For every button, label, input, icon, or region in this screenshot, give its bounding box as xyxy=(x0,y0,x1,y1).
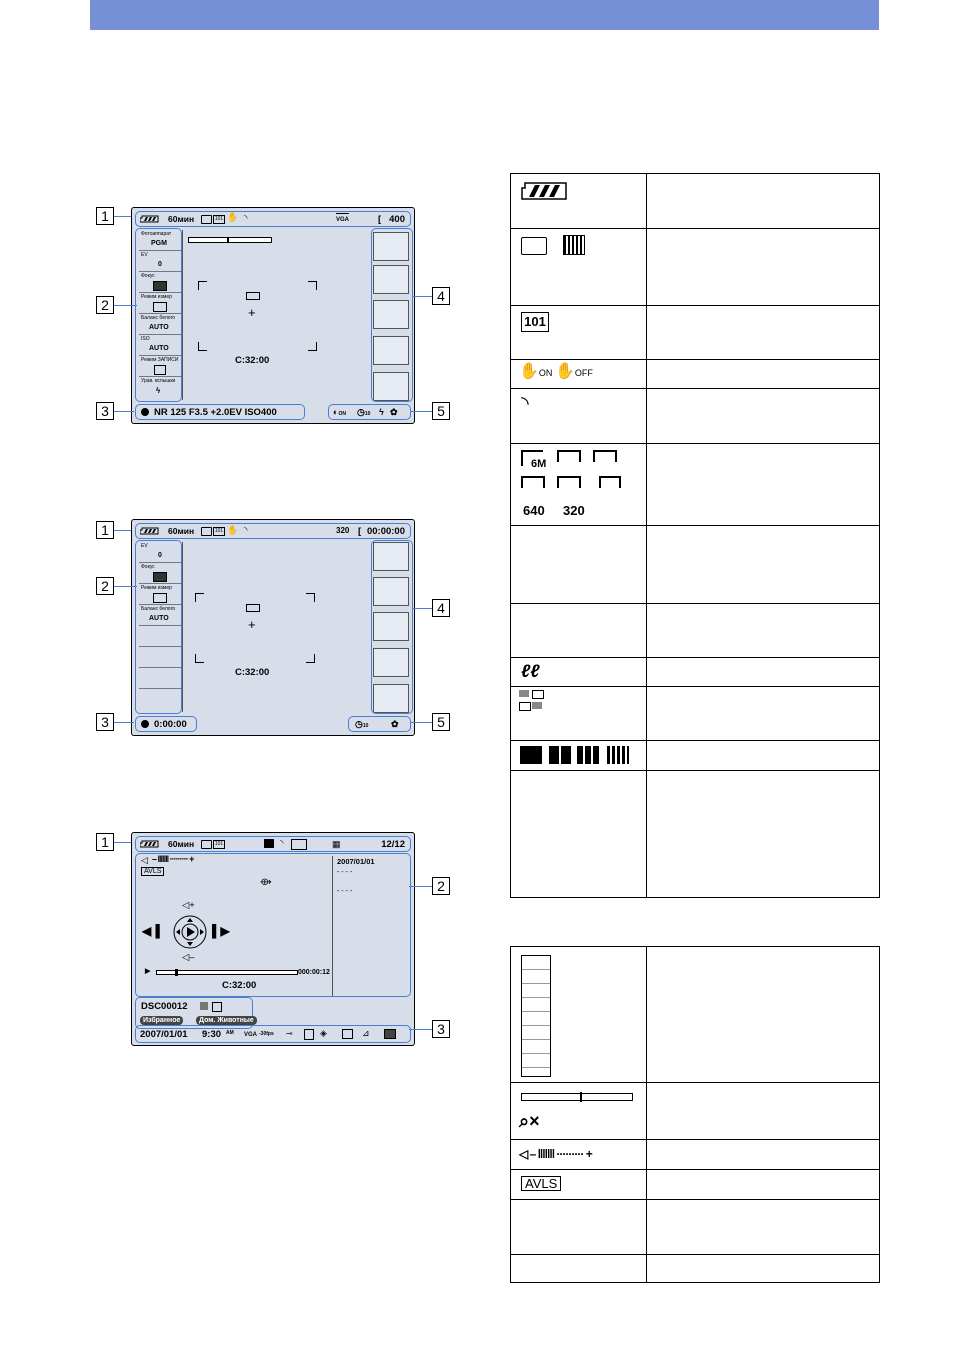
menu-item[interactable]: Фокус xyxy=(139,563,182,584)
screen-still-shooting xyxy=(131,207,415,424)
table-row xyxy=(511,1169,879,1199)
image-size-icon xyxy=(599,476,621,488)
callout-3: 3 xyxy=(96,713,114,731)
rec-mode-icon xyxy=(154,365,166,375)
memo-icon xyxy=(304,1029,314,1040)
callout-5: 5 xyxy=(432,713,450,731)
table-row xyxy=(511,388,879,443)
remaining-capacity: C:32:00 xyxy=(222,980,257,991)
menu-item[interactable]: Режим ЗАПИСИ xyxy=(139,356,182,377)
record-dot-icon xyxy=(141,720,149,728)
grid-16-icon xyxy=(607,746,629,764)
bottom-fps: -30fps xyxy=(259,1031,274,1037)
view-mode-icon xyxy=(291,839,307,850)
tag-pets[interactable]: Дом. Животные xyxy=(196,1016,257,1025)
menu-item[interactable]: EV 0 xyxy=(139,251,182,272)
tag-icon: ◈ xyxy=(320,1028,327,1038)
folder-icon: 101 xyxy=(521,312,549,332)
table-row xyxy=(511,1082,879,1139)
battery-icon xyxy=(140,840,160,848)
crosshair-icon: + xyxy=(248,617,256,632)
steadyshot-off-icon: ✋ xyxy=(227,525,239,535)
bracket-icon: [ xyxy=(378,214,382,225)
battery-icon xyxy=(140,215,160,223)
volume-bar-icon: ◁ – ǀǀǀǀǀǀǀ ········· + xyxy=(519,1147,592,1161)
battery-icon xyxy=(140,527,160,535)
table-row xyxy=(511,525,879,603)
wireless-icon: ◝ xyxy=(521,393,529,415)
menu-item[interactable] xyxy=(139,668,182,689)
icon-table-1 xyxy=(510,173,880,898)
zoom-cancel-icon: ⌕× xyxy=(519,1111,540,1131)
menu-item[interactable]: ISO AUTO xyxy=(139,335,182,356)
callout-5: 5 xyxy=(432,402,450,420)
menu-panel xyxy=(139,230,183,400)
battery-time: 60мин xyxy=(168,214,195,224)
movie-size-640-icon: 640 xyxy=(523,503,545,518)
menu-item[interactable]: Баланс белого AUTO xyxy=(139,314,182,335)
histogram-icon: ⊿ xyxy=(362,1028,370,1038)
metering-icon xyxy=(153,593,167,603)
af-bracket-bl xyxy=(195,654,204,663)
grid-icon: ▦ xyxy=(332,839,341,849)
protect-icon xyxy=(264,839,274,848)
portrait-icon xyxy=(212,1002,222,1012)
info-divider xyxy=(332,856,333,996)
table-row xyxy=(511,770,879,898)
table-row xyxy=(511,305,879,359)
memory-card-icon xyxy=(521,237,547,255)
internal-memory-icon xyxy=(563,235,585,255)
top-status-bar xyxy=(135,211,411,227)
play-control-icon[interactable] xyxy=(172,914,208,950)
bottom-bar-left xyxy=(135,716,197,732)
folder-square-icon xyxy=(200,1002,208,1010)
menu-item[interactable] xyxy=(139,689,182,710)
memory-card-icon xyxy=(201,527,212,536)
folder-icon: 101 xyxy=(214,528,224,534)
macro-icon: ✿ xyxy=(391,719,399,729)
table-row xyxy=(511,359,879,388)
crosshair-icon: + xyxy=(248,305,256,320)
feather-icon: ℓℓ xyxy=(521,661,540,681)
play-indicator: ▶ xyxy=(145,968,151,975)
remaining-capacity: C:32:00 xyxy=(235,355,270,366)
image-size-icon: VGA xyxy=(336,213,349,224)
connect-icon: ⟴ xyxy=(260,877,272,888)
screen-movie-shooting xyxy=(131,519,415,736)
table-row xyxy=(511,1254,879,1282)
callout-3: 3 xyxy=(432,1020,450,1038)
callout-4: 4 xyxy=(432,599,450,617)
battery-icon xyxy=(521,182,567,200)
callout-2: 2 xyxy=(96,577,114,595)
image-size-icon xyxy=(557,450,581,462)
remaining-shots: 400 xyxy=(389,214,405,225)
page-header-bar xyxy=(90,0,879,30)
right-frame xyxy=(371,540,413,714)
menu-item[interactable]: Урав. вспышки ϟ xyxy=(141,378,176,395)
display-icon xyxy=(342,1029,353,1039)
grid-9-icon xyxy=(577,746,599,764)
callout-2: 2 xyxy=(96,296,114,314)
elapsed-time: 0:00:00 xyxy=(154,719,187,730)
image-size-6m-icon: 6M xyxy=(521,450,543,466)
volume-bar: – ǀǀǀǀǀǀǀ ········· + xyxy=(152,854,194,864)
view-mode-icon xyxy=(532,702,542,709)
af-bracket-br xyxy=(306,654,315,663)
menu-item[interactable]: Режим измер xyxy=(139,293,182,314)
key-icon: ⊸ xyxy=(286,1029,293,1038)
bottom-date: 2007/01/01 xyxy=(140,1029,188,1040)
macro-icon: ✿ xyxy=(390,407,398,417)
callout-3: 3 xyxy=(96,402,114,420)
menu-item[interactable]: Баланс белого AUTO xyxy=(139,605,182,626)
menu-item[interactable]: Режим измер xyxy=(139,584,182,605)
table-row xyxy=(511,947,879,1082)
bottom-am: AM xyxy=(226,1030,234,1036)
menu-item[interactable]: EV 0 xyxy=(139,542,182,563)
self-timer-icon: ◷10 xyxy=(355,719,369,729)
image-size-icon xyxy=(521,476,545,488)
dash-line-1: - - - - xyxy=(337,869,353,876)
volume-up-icon: ◁+ xyxy=(182,900,195,911)
table-row xyxy=(511,657,879,686)
screen-playback xyxy=(131,832,415,1046)
callout-1: 1 xyxy=(96,833,114,851)
callout-1: 1 xyxy=(96,207,114,225)
table-row xyxy=(511,443,879,525)
focus-icon xyxy=(153,281,167,291)
center-frame xyxy=(182,228,368,402)
bottom-vga: VGA xyxy=(244,1032,258,1038)
af-bracket-br xyxy=(308,342,317,351)
table-row xyxy=(511,603,879,657)
image-size-icon xyxy=(593,450,617,462)
table-row xyxy=(511,228,879,305)
top-status-bar xyxy=(135,836,411,852)
image-count: 12/12 xyxy=(381,839,405,850)
table-row xyxy=(511,686,879,740)
callout-1: 1 xyxy=(96,521,114,539)
af-bracket-bl xyxy=(198,342,207,351)
table-row xyxy=(511,740,879,770)
view-mode-icon xyxy=(519,690,529,697)
movie-size-320-icon: 320 xyxy=(563,503,585,518)
flash-icon: ϟ xyxy=(156,386,161,395)
bottom-bar-right xyxy=(348,716,411,732)
image-size-icon xyxy=(557,476,581,488)
af-bracket-tl xyxy=(198,281,207,290)
steadyshot-on-icon: ✋ON xyxy=(519,363,553,380)
fast-forward-icon[interactable]: ▌▶ xyxy=(212,924,230,938)
zoom-bar-icon xyxy=(521,1093,633,1101)
dash-line-2: - - - - xyxy=(337,888,353,895)
tag-favorites[interactable]: Избранное xyxy=(140,1016,183,1025)
movie-size-icon: 320 xyxy=(336,526,350,535)
view-mode-icon xyxy=(519,702,531,711)
callout-4: 4 xyxy=(432,287,450,305)
right-frame xyxy=(371,228,413,402)
volume-icon: ◁ xyxy=(141,855,148,865)
bottom-bar-right xyxy=(328,404,411,420)
battery-time: 60мин xyxy=(168,839,195,849)
view-mode-icon xyxy=(532,690,544,699)
single-view-icon xyxy=(520,746,542,764)
wireless-icon: ◝ xyxy=(244,213,248,223)
callout-2: 2 xyxy=(432,877,450,895)
af-lock-icon xyxy=(246,292,260,300)
battery-time: 60мин xyxy=(168,526,195,536)
menu-item[interactable] xyxy=(139,626,182,647)
record-time: 00:00:00 xyxy=(366,526,405,537)
af-bracket-tr xyxy=(306,593,315,602)
quality-icon xyxy=(384,1029,396,1039)
progress-time: 000:00:12 xyxy=(298,969,330,976)
menu-item[interactable]: Фокус xyxy=(139,272,182,293)
af-bracket-tl xyxy=(195,593,204,602)
focus-icon xyxy=(153,572,167,582)
grid-4-icon xyxy=(549,746,571,764)
memory-card-icon xyxy=(201,840,212,849)
icon-table-2 xyxy=(510,946,880,1283)
table-row xyxy=(511,1139,879,1169)
steadyshot-off-icon: ✋OFF xyxy=(555,363,593,380)
exposure-info: NR 125 F3.5 +2.0EV ISO400 xyxy=(154,407,277,418)
file-name: DSC00012 xyxy=(141,1001,188,1012)
wireless-icon: ◝ xyxy=(280,838,284,848)
rewind-icon[interactable]: ◀▐ xyxy=(142,924,160,938)
folder-icon: 101 xyxy=(214,216,224,222)
af-lock-icon xyxy=(246,604,260,612)
progress-bar[interactable] xyxy=(156,970,298,975)
menu-preview-icon xyxy=(521,955,551,1077)
memory-card-icon xyxy=(201,215,212,224)
folder-icon: 101 xyxy=(214,841,224,847)
remaining-capacity: C:32:00 xyxy=(235,667,270,678)
table-row xyxy=(511,174,879,228)
self-timer-icon: ◷10 xyxy=(357,407,371,417)
record-dot-icon xyxy=(141,408,149,416)
table-row xyxy=(511,1199,879,1254)
bottom-bar-left xyxy=(135,404,305,420)
menu-item[interactable] xyxy=(139,647,182,668)
top-status-bar xyxy=(135,523,411,539)
bracket-icon: [ xyxy=(358,526,362,537)
volume-down-icon: ◁– xyxy=(182,952,195,963)
metering-icon xyxy=(153,302,167,312)
avls-badge: AVLS xyxy=(141,867,164,876)
af-bracket-tr xyxy=(308,281,317,290)
bottom-time: 9:30 xyxy=(202,1029,222,1040)
menu-item[interactable]: Фотоаппарат PGM xyxy=(139,230,182,251)
flash-icon: ϟ xyxy=(379,407,384,417)
bottom-bar xyxy=(135,1025,411,1043)
redeye-icon: ◐ON xyxy=(333,407,346,417)
steadyshot-off-icon: ✋ xyxy=(227,212,239,222)
wireless-icon: ◝ xyxy=(244,525,248,535)
menu-panel xyxy=(139,542,183,712)
avls-badge: AVLS xyxy=(521,1176,561,1191)
shot-date: 2007/01/01 xyxy=(337,857,375,866)
